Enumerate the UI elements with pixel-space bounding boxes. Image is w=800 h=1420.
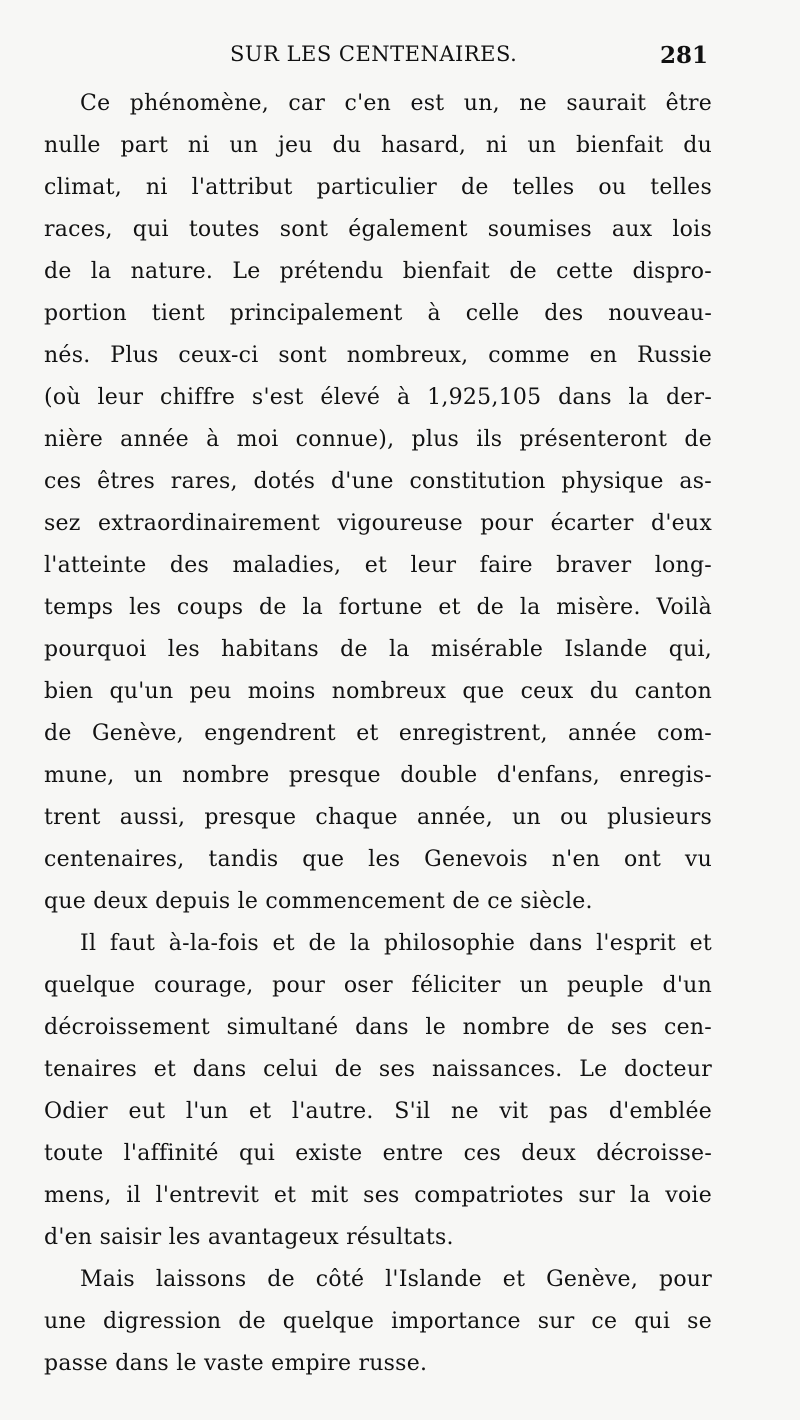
page-number: 281: [659, 42, 708, 69]
paragraph-1: [44, 83, 712, 923]
text-line: nulle part ni un jeu du hasard, ni un bienfait du: [44, 133, 712, 158]
text-line: décroissement simultané dans le nombre de ses cen-: [44, 1015, 712, 1040]
text-line: toute l'affinité qui existe entre ces deux décroisse-: [44, 1141, 712, 1166]
text-line: de la nature. Le prétendu bienfait de cette dispro-: [44, 259, 712, 284]
text-line: Odier eut l'un et l'autre. S'il ne vit pas d'emblée: [44, 1099, 712, 1124]
text-line: sez extraordinairement vigoureuse pour écarter d'eux: [44, 511, 712, 536]
text-line: Mais laissons de côté l'Islande et Genève, pour: [80, 1267, 712, 1292]
running-head: SUR LES CENTENAIRES.: [230, 42, 518, 66]
text-line: de Genève, engendrent et enregistrent, année com-: [44, 721, 712, 746]
text-line: trent aussi, presque chaque année, un ou plusieurs: [44, 805, 712, 830]
paragraph-3: [44, 1259, 712, 1385]
text-line: ces êtres rares, dotés d'une constitution physique as-: [44, 469, 712, 494]
text-line: d'en saisir les avantageux résultats.: [44, 1225, 454, 1250]
text-line: l'atteinte des maladies, et leur faire braver long-: [44, 553, 712, 578]
text-line: bien qu'un peu moins nombreux que ceux du canton: [44, 679, 712, 704]
text-line: pourquoi les habitans de la misérable Islande qui,: [44, 637, 712, 662]
text-line: tenaires et dans celui de ses naissances. Le docteur: [44, 1057, 712, 1082]
text-line: Il faut à-la-fois et de la philosophie dans l'esprit et: [80, 931, 712, 956]
text-line: que deux depuis le commencement de ce siècle.: [44, 889, 593, 914]
text-line: temps les coups de la fortune et de la misère. Voilà: [44, 595, 712, 620]
text-line: centenaires, tandis que les Genevois n'en ont vu: [44, 847, 712, 872]
text-line: races, qui toutes sont également soumises aux lois: [44, 217, 712, 242]
text-line: climat, ni l'attribut particulier de telles ou telles: [44, 175, 712, 200]
body-text: [44, 83, 712, 1385]
text-line: nière année à moi connue), plus ils présenteront de: [44, 427, 712, 452]
text-line: Ce phénomène, car c'en est un, ne saurait être: [80, 91, 712, 116]
text-line: nés. Plus ceux-ci sont nombreux, comme en Russie: [44, 343, 712, 368]
text-line: mune, un nombre presque double d'enfans, enregis-: [44, 763, 712, 788]
text-line: passe dans le vaste empire russe.: [44, 1351, 428, 1376]
text-line: portion tient principalement à celle des nouveau-: [44, 301, 712, 326]
page-header: [0, 32, 800, 72]
text-line: une digression de quelque importance sur ce qui se: [44, 1309, 712, 1334]
text-line: quelque courage, pour oser féliciter un peuple d'un: [44, 973, 712, 998]
text-line: mens, il l'entrevit et mit ses compatriotes sur la voie: [44, 1183, 712, 1208]
text-line: (où leur chiffre s'est élevé à 1,925,105 dans la der-: [44, 385, 712, 410]
paragraph-2: [44, 923, 712, 1259]
